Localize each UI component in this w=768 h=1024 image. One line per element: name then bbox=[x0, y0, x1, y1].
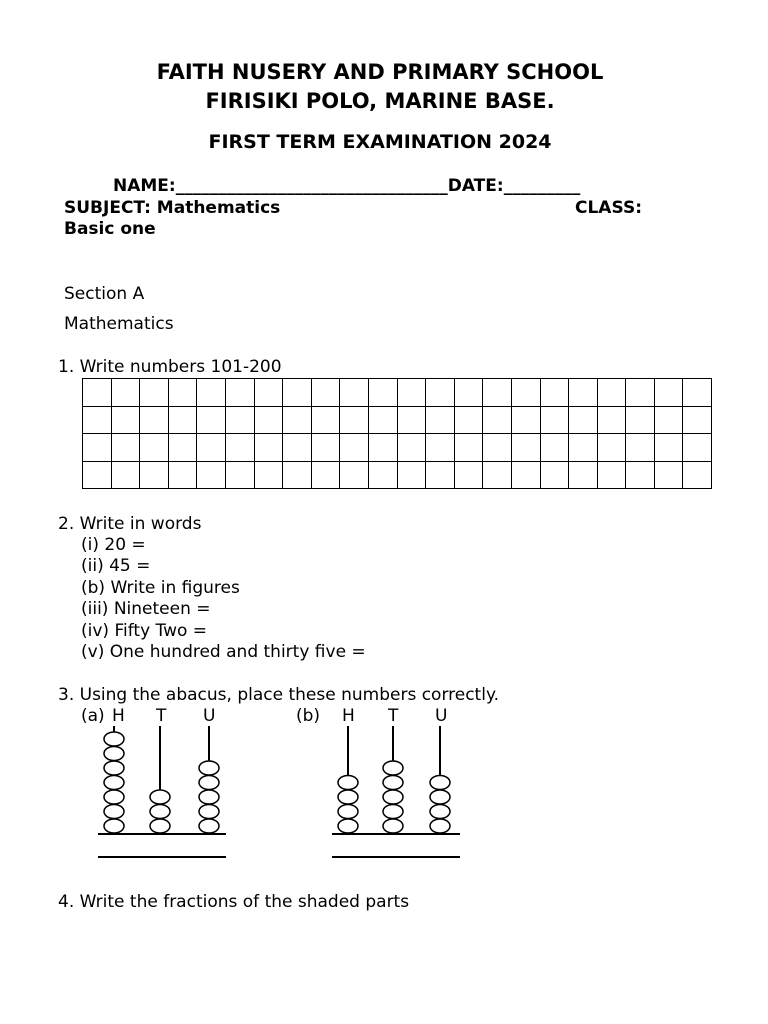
school-address: FIRISIKI POLO, MARINE BASE. bbox=[205, 89, 555, 113]
grid-cell bbox=[340, 434, 369, 462]
grid-cell bbox=[654, 461, 683, 489]
abacus-bead-hundreds bbox=[104, 761, 124, 775]
grid-cell bbox=[311, 434, 340, 462]
grid-cell bbox=[597, 406, 626, 434]
grid-cell bbox=[111, 461, 140, 489]
grid-cell bbox=[654, 434, 683, 462]
grid-cell bbox=[311, 379, 340, 407]
abacus-bead-hundreds bbox=[338, 776, 358, 790]
subject-heading: Mathematics bbox=[64, 314, 174, 334]
grid-cell bbox=[168, 434, 197, 462]
grid-cell bbox=[368, 434, 397, 462]
grid-cell bbox=[197, 379, 226, 407]
abacus-bead-hundreds bbox=[338, 790, 358, 804]
class-value: Basic one bbox=[64, 219, 156, 239]
grid-cell bbox=[454, 406, 483, 434]
grid-cell bbox=[426, 461, 455, 489]
grid-cell bbox=[483, 406, 512, 434]
abacus-bead-hundreds bbox=[104, 776, 124, 790]
grid-cell bbox=[683, 379, 712, 407]
grid-cell bbox=[197, 461, 226, 489]
grid-cell bbox=[626, 434, 655, 462]
grid-cell bbox=[626, 379, 655, 407]
abacus-bead-tens bbox=[383, 776, 403, 790]
grid-row bbox=[83, 434, 712, 462]
grid-cell bbox=[111, 379, 140, 407]
grid-cell bbox=[654, 406, 683, 434]
grid-cell bbox=[454, 379, 483, 407]
question-1: 1. Write numbers 101-200 bbox=[58, 357, 282, 377]
grid-cell bbox=[597, 461, 626, 489]
grid-cell bbox=[454, 434, 483, 462]
grid-cell bbox=[168, 461, 197, 489]
grid-cell bbox=[340, 461, 369, 489]
name-label: NAME: bbox=[113, 176, 176, 196]
grid-cell bbox=[569, 406, 598, 434]
place-label-h: H bbox=[342, 706, 355, 726]
grid-cell bbox=[397, 379, 426, 407]
grid-cell bbox=[511, 406, 540, 434]
grid-cell bbox=[426, 434, 455, 462]
grid-cell bbox=[254, 379, 283, 407]
grid-cell bbox=[397, 434, 426, 462]
grid-cell bbox=[254, 406, 283, 434]
abacus-bead-hundreds bbox=[104, 732, 124, 746]
abacus-bead-units bbox=[199, 776, 219, 790]
grid-cell bbox=[111, 434, 140, 462]
grid-cell bbox=[340, 406, 369, 434]
abacus-bead-units bbox=[430, 790, 450, 804]
grid-cell bbox=[368, 461, 397, 489]
grid-row bbox=[83, 406, 712, 434]
abacus-bead-hundreds bbox=[104, 790, 124, 804]
abacus-bead-units bbox=[199, 790, 219, 804]
grid-cell bbox=[225, 379, 254, 407]
grid-cell bbox=[168, 379, 197, 407]
question-2-subheading: (b) Write in figures bbox=[81, 578, 240, 598]
grid-cell bbox=[397, 461, 426, 489]
name-blank: ________________________________ bbox=[175, 176, 448, 196]
abacus-bead-hundreds bbox=[104, 819, 124, 833]
place-label-u: U bbox=[435, 706, 448, 726]
section-label: Section A bbox=[64, 284, 145, 304]
place-label-u: U bbox=[203, 706, 216, 726]
abacus-bead-tens bbox=[383, 805, 403, 819]
abacus-bead-tens bbox=[383, 761, 403, 775]
grid-cell bbox=[597, 434, 626, 462]
grid-cell bbox=[83, 406, 112, 434]
abacus-a-label: (a) bbox=[81, 706, 105, 726]
school-name: FAITH NUSERY AND PRIMARY SCHOOL bbox=[156, 60, 604, 84]
abacus-bead-tens bbox=[150, 819, 170, 833]
grid-cell bbox=[483, 379, 512, 407]
place-label-t: T bbox=[156, 706, 167, 726]
grid-cell bbox=[197, 406, 226, 434]
grid-cell bbox=[654, 379, 683, 407]
grid-cell bbox=[111, 406, 140, 434]
grid-cell bbox=[597, 379, 626, 407]
question-2-item: (v) One hundred and thirty five = bbox=[81, 642, 366, 662]
grid-cell bbox=[511, 379, 540, 407]
date-label: DATE: bbox=[447, 176, 504, 196]
grid-cell bbox=[225, 434, 254, 462]
grid-cell bbox=[540, 406, 569, 434]
grid-cell bbox=[140, 379, 169, 407]
grid-cell bbox=[454, 461, 483, 489]
grid-cell bbox=[311, 406, 340, 434]
abacus-a bbox=[96, 724, 228, 860]
grid-cell bbox=[283, 434, 312, 462]
grid-cell bbox=[397, 406, 426, 434]
abacus-b bbox=[330, 724, 462, 860]
abacus-bead-tens bbox=[150, 790, 170, 804]
grid-cell bbox=[626, 406, 655, 434]
grid-cell bbox=[254, 461, 283, 489]
grid-cell bbox=[140, 461, 169, 489]
grid-cell bbox=[569, 434, 598, 462]
abacus-bead-units bbox=[199, 805, 219, 819]
grid-cell bbox=[511, 434, 540, 462]
abacus-bead-units bbox=[430, 776, 450, 790]
grid-cell bbox=[283, 379, 312, 407]
grid-cell bbox=[368, 379, 397, 407]
grid-cell bbox=[426, 379, 455, 407]
grid-cell bbox=[283, 461, 312, 489]
abacus-bead-units bbox=[199, 761, 219, 775]
grid-cell bbox=[225, 461, 254, 489]
grid-cell bbox=[683, 434, 712, 462]
place-label-h: H bbox=[112, 706, 125, 726]
grid-cell bbox=[540, 434, 569, 462]
abacus-bead-units bbox=[199, 819, 219, 833]
grid-cell bbox=[683, 461, 712, 489]
grid-cell bbox=[83, 461, 112, 489]
grid-cell bbox=[569, 461, 598, 489]
exam-title: FIRST TERM EXAMINATION 2024 bbox=[208, 131, 552, 153]
question-2: 2. Write in words bbox=[58, 514, 202, 534]
place-label-t: T bbox=[388, 706, 399, 726]
abacus-bead-units bbox=[430, 805, 450, 819]
grid-cell bbox=[197, 434, 226, 462]
grid-cell bbox=[140, 434, 169, 462]
question-2-item: (i) 20 = bbox=[81, 535, 146, 555]
name-line bbox=[113, 176, 580, 196]
question-4: 4. Write the fractions of the shaded parts bbox=[58, 892, 410, 912]
abacus-bead-tens bbox=[383, 819, 403, 833]
grid-cell bbox=[540, 379, 569, 407]
grid-cell bbox=[140, 406, 169, 434]
grid-cell bbox=[569, 379, 598, 407]
abacus-bead-hundreds bbox=[338, 819, 358, 833]
grid-cell bbox=[83, 379, 112, 407]
number-writing-grid bbox=[82, 378, 712, 489]
abacus-bead-hundreds bbox=[104, 747, 124, 761]
abacus-bead-tens bbox=[383, 790, 403, 804]
class-label: CLASS: bbox=[575, 198, 642, 218]
grid-cell bbox=[340, 379, 369, 407]
grid-cell bbox=[168, 406, 197, 434]
grid-cell bbox=[368, 406, 397, 434]
abacus-bead-units bbox=[430, 819, 450, 833]
grid-cell bbox=[626, 461, 655, 489]
grid-cell bbox=[83, 434, 112, 462]
grid-cell bbox=[225, 406, 254, 434]
grid-cell bbox=[483, 461, 512, 489]
question-3: 3. Using the abacus, place these numbers correctly. bbox=[58, 685, 499, 705]
subject-label: SUBJECT: Mathematics bbox=[64, 198, 281, 218]
grid-cell bbox=[426, 406, 455, 434]
grid-cell bbox=[254, 434, 283, 462]
question-2-item: (iv) Fifty Two = bbox=[81, 621, 208, 641]
abacus-b-label: (b) bbox=[296, 706, 321, 726]
date-blank: _________ bbox=[503, 176, 581, 196]
grid-cell bbox=[511, 461, 540, 489]
grid-cell bbox=[483, 434, 512, 462]
question-2-item: (ii) 45 = bbox=[81, 556, 151, 576]
grid-cell bbox=[311, 461, 340, 489]
grid-row bbox=[83, 379, 712, 407]
abacus-bead-hundreds bbox=[338, 805, 358, 819]
question-2-item: (iii) Nineteen = bbox=[81, 599, 211, 619]
grid-cell bbox=[540, 461, 569, 489]
grid-cell bbox=[683, 406, 712, 434]
grid-cell bbox=[283, 406, 312, 434]
grid-row bbox=[83, 461, 712, 489]
abacus-bead-tens bbox=[150, 805, 170, 819]
abacus-bead-hundreds bbox=[104, 805, 124, 819]
